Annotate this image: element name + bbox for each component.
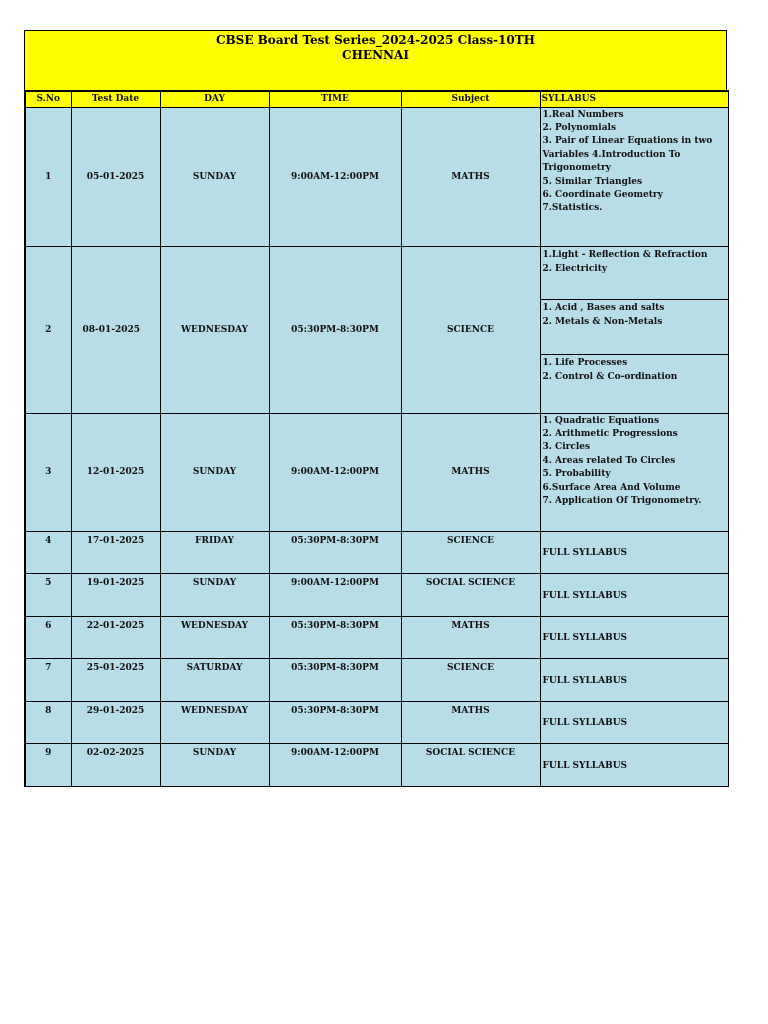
cell-time: 9:00AM-12:00PM	[269, 413, 401, 531]
cell-subject: SOCIAL SCIENCE	[401, 573, 540, 616]
cell-subject: MATHS	[401, 107, 540, 246]
cell-sno: 2	[25, 246, 71, 413]
cell-sno: 7	[25, 658, 71, 701]
cell-day: WEDNESDAY	[160, 701, 269, 743]
cell-sno: 6	[25, 616, 71, 658]
cell-test-date: 05-01-2025	[71, 107, 160, 246]
schedule-table	[24, 90, 729, 787]
syllabus-line: 2. Metals & Non-Metals	[542, 316, 663, 327]
table-row	[25, 573, 728, 616]
cell-subject: MATHS	[401, 701, 540, 743]
syllabus-group-physics	[541, 247, 728, 300]
syllabus-line: 3. Circles	[542, 442, 591, 453]
cell-test-date: 19-01-2025	[71, 573, 160, 616]
cell-time: 9:00AM-12:00PM	[269, 573, 401, 616]
cell-syllabus: FULL SYLLABUS	[540, 531, 728, 573]
cell-syllabus	[540, 246, 728, 413]
cell-day: SUNDAY	[160, 107, 269, 246]
syllabus-group-chemistry	[541, 300, 728, 355]
cell-syllabus	[540, 413, 728, 531]
cell-test-date: 25-01-2025	[71, 658, 160, 701]
table-row	[25, 413, 728, 531]
syllabus-line: 1. Quadratic Equations	[542, 415, 660, 426]
cell-test-date: 08-01-2025	[71, 246, 160, 413]
table-row	[25, 531, 728, 573]
col-header-sno: S.No	[25, 91, 71, 107]
cell-syllabus: FULL SYLLABUS	[540, 616, 728, 658]
cell-syllabus: FULL SYLLABUS	[540, 701, 728, 743]
cell-subject: SCIENCE	[401, 246, 540, 413]
cell-syllabus: FULL SYLLABUS	[540, 743, 728, 786]
cell-test-date: 22-01-2025	[71, 616, 160, 658]
cell-day: FRIDAY	[160, 531, 269, 573]
syllabus-line: 6. Coordinate Geometry 7.Statistics.	[542, 189, 663, 214]
syllabus-line: 4. Areas related To Circles	[542, 455, 676, 466]
cell-sno: 5	[25, 573, 71, 616]
syllabus-line: 2. Electricity	[542, 263, 608, 274]
syllabus-line: 7. Application Of Trigonometry.	[542, 495, 702, 506]
page-subtitle-city: CHENNAI	[342, 48, 409, 62]
cell-test-date: 17-01-2025	[71, 531, 160, 573]
syllabus-group-biology	[541, 355, 728, 412]
cell-subject: SOCIAL SCIENCE	[401, 743, 540, 786]
syllabus-line: 5. Similar Triangles	[542, 176, 643, 187]
cell-sno: 1	[25, 107, 71, 246]
cell-day: WEDNESDAY	[160, 616, 269, 658]
cell-test-date: 29-01-2025	[71, 701, 160, 743]
cell-test-date: 02-02-2025	[71, 743, 160, 786]
syllabus-line: Variables 4.Introduction To	[542, 149, 681, 160]
cell-syllabus: FULL SYLLABUS	[540, 658, 728, 701]
cell-subject: SCIENCE	[401, 531, 540, 573]
cell-day: SUNDAY	[160, 573, 269, 616]
cell-time: 05:30PM-8:30PM	[269, 701, 401, 743]
cell-time: 9:00AM-12:00PM	[269, 107, 401, 246]
table-row	[25, 616, 728, 658]
col-header-test-date: Test Date	[71, 91, 160, 107]
cell-test-date: 12-01-2025	[71, 413, 160, 531]
cell-time: 05:30PM-8:30PM	[269, 658, 401, 701]
cell-syllabus: FULL SYLLABUS	[540, 573, 728, 616]
cell-sno: 9	[25, 743, 71, 786]
syllabus-line: 3. Pair of Linear Equations in two	[542, 136, 713, 147]
table-row	[25, 107, 728, 246]
cell-time: 05:30PM-8:30PM	[269, 616, 401, 658]
cell-time: 9:00AM-12:00PM	[269, 743, 401, 786]
syllabus-line: Trigonometry	[542, 163, 611, 174]
cell-sno: 8	[25, 701, 71, 743]
cell-syllabus	[540, 107, 728, 246]
cell-time: 05:30PM-8:30PM	[269, 531, 401, 573]
syllabus-line: 2. Polynomials	[542, 122, 617, 133]
table-row	[25, 701, 728, 743]
syllabus-line: 1.Real Numbers	[542, 109, 624, 120]
cell-subject: SCIENCE	[401, 658, 540, 701]
syllabus-line: 6.Surface Area And Volume	[542, 482, 681, 493]
col-header-subject: Subject	[401, 91, 540, 107]
cell-subject: MATHS	[401, 616, 540, 658]
table-row	[25, 743, 728, 786]
col-header-syllabus: SYLLABUS	[540, 91, 728, 107]
cell-time: 05:30PM-8:30PM	[269, 246, 401, 413]
cell-day: SUNDAY	[160, 413, 269, 531]
table-row	[25, 658, 728, 701]
title-banner	[24, 30, 727, 90]
cell-sno: 3	[25, 413, 71, 531]
syllabus-line: 1. Life Processes	[542, 357, 628, 368]
syllabus-line: 2. Arithmetic Progressions	[542, 428, 678, 439]
cell-subject: MATHS	[401, 413, 540, 531]
cell-day: WEDNESDAY	[160, 246, 269, 413]
schedule-sheet	[24, 30, 727, 787]
syllabus-line: 1. Acid , Bases and salts	[542, 302, 665, 313]
cell-day: SATURDAY	[160, 658, 269, 701]
col-header-time: TIME	[269, 91, 401, 107]
cell-day: SUNDAY	[160, 743, 269, 786]
table-row	[25, 246, 728, 413]
header-row	[25, 91, 728, 107]
syllabus-line: 1.Light - Reflection & Refraction	[542, 249, 708, 260]
cell-sno: 4	[25, 531, 71, 573]
page-title: CBSE Board Test Series_2024-2025 Class-10TH	[215, 33, 536, 47]
syllabus-line: 2. Control & Co-ordination	[542, 371, 678, 382]
syllabus-line: 5. Probability	[542, 469, 611, 480]
col-header-day: DAY	[160, 91, 269, 107]
